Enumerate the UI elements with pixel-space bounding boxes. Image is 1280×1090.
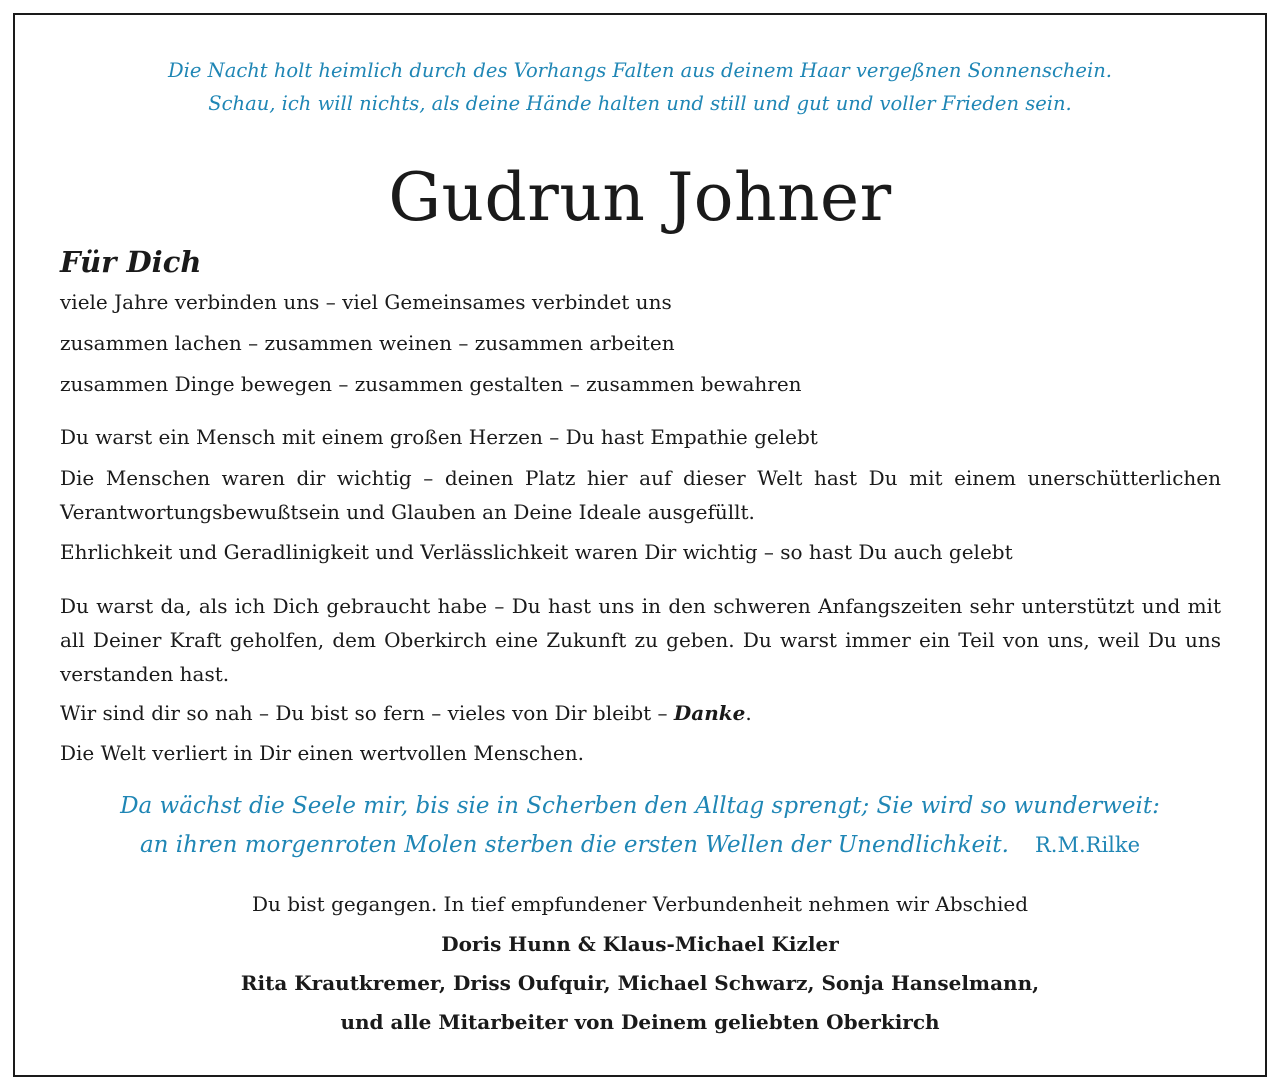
thanks-suffix: . (745, 701, 752, 725)
body-line: Ehrlichkeit und Geradlinigkeit und Verlässlichkeit waren Dir wichtig – so hast Du auch gelebt (60, 540, 1013, 564)
mourner-names: Doris Hunn & Klaus-Michael Kizler (441, 932, 839, 956)
body-line: zusammen Dinge bewegen – zusammen gestalten – zusammen bewahren (60, 372, 802, 396)
body-line: viele Jahre verbinden uns – viel Gemeinsames verbindet uns (60, 290, 672, 314)
body-paragraph: Die Menschen waren dir wichtig – deinen Platz hier auf dieser Welt hast Du mit einem unerschütterlichen Verantwortungsbewußtsein und Glauben an Deine Ideale ausgefüllt. (60, 466, 1221, 524)
mourner-names: und alle Mitarbeiter von Deinem geliebten Oberkirch (340, 1010, 940, 1034)
deceased-name: Gudrun Johner (388, 159, 892, 236)
thanks-word: Danke (673, 701, 746, 725)
thanks-line (60, 696, 752, 730)
poem-line: Die Nacht holt heimlich durch des Vorhangs Falten aus deinem Haar vergeßnen Sonnenschein. (168, 59, 1112, 82)
body-paragraph: Du warst da, als ich Dich gebraucht habe – Du hast uns in den schweren Anfangszeiten sehr unterstützt und mit all Deiner Kraft geholfen, dem Oberkirch eine Zukunft zu geben. Du warst immer ein Teil von uns, weil Du uns verstanden hast. (60, 594, 1221, 686)
body-line: zusammen lachen – zusammen weinen – zusammen arbeiten (60, 331, 675, 355)
quote-text: an ihren morgenroten Molen sterben die ersten Wellen der Unendlichkeit. (139, 832, 1009, 858)
poem-line: Schau, ich will nichts, als deine Hände halten und still und gut und voller Frieden sein. (208, 92, 1072, 115)
farewell-text: Du bist gegangen. In tief empfundener Verbundenheit nehmen wir Abschied (251, 892, 1029, 916)
mourner-names: Rita Krautkremer, Driss Oufquir, Michael Schwarz, Sonja Hanselmann, (240, 971, 1040, 995)
body-line: Du warst ein Mensch mit einem großen Herzen – Du hast Empathie gelebt (60, 425, 818, 449)
thanks-prefix: Wir sind dir so nah – Du bist so fern – vieles von Dir bleibt – (60, 701, 674, 725)
quote-attribution: R.M.Rilke (1034, 833, 1141, 857)
body-line: Die Welt verliert in Dir einen wertvollen Menschen. (60, 741, 585, 765)
opening-poem (0, 54, 1280, 120)
section-heading: Für Dich (60, 245, 202, 279)
rilke-quote-line: Da wächst die Seele mir, bis sie in Scherben den Alltag sprengt; Sie wird so wunderweit: (120, 793, 1160, 819)
rilke-quote-line-2 (0, 826, 1280, 864)
